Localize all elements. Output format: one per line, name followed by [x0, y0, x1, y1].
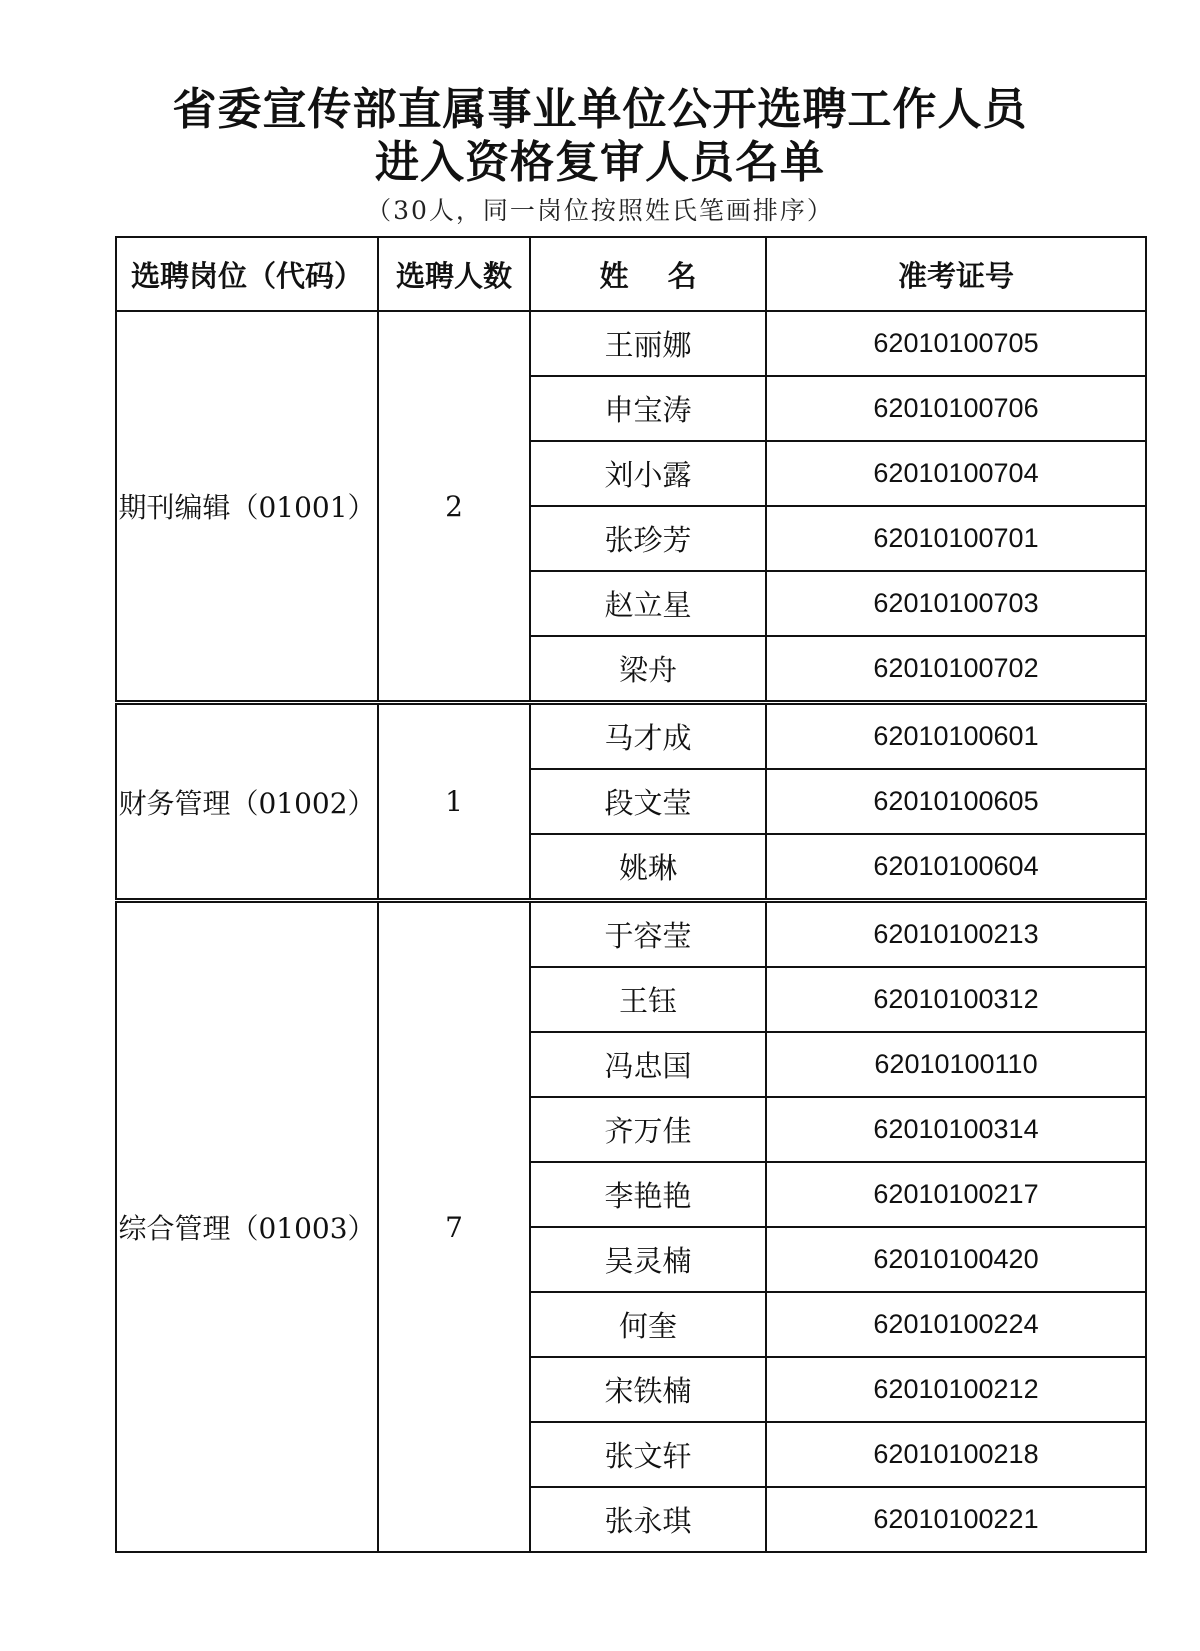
count-cell: 7 — [378, 901, 530, 1553]
ticket-cell: 62010100605 — [766, 769, 1146, 834]
name-cell: 王丽娜 — [530, 311, 766, 376]
header-name: 姓 名 — [530, 237, 766, 311]
name-cell: 齐万佳 — [530, 1097, 766, 1162]
roster-table — [115, 236, 1147, 1553]
name-cell: 张永琪 — [530, 1487, 766, 1552]
name-cell: 申宝涛 — [530, 376, 766, 441]
name-cell: 姚琳 — [530, 834, 766, 901]
name-cell: 吴灵楠 — [530, 1227, 766, 1292]
ticket-cell: 62010100420 — [766, 1227, 1146, 1292]
ticket-cell: 62010100701 — [766, 506, 1146, 571]
roster-body — [116, 311, 1146, 1552]
name-cell: 张文轩 — [530, 1422, 766, 1487]
ticket-cell: 62010100704 — [766, 441, 1146, 506]
ticket-cell: 62010100221 — [766, 1487, 1146, 1552]
name-cell: 何奎 — [530, 1292, 766, 1357]
header-post: 选聘岗位（代码） — [116, 237, 378, 311]
ticket-cell: 62010100703 — [766, 571, 1146, 636]
ticket-cell: 62010100110 — [766, 1032, 1146, 1097]
name-cell: 宋铁楠 — [530, 1357, 766, 1422]
count-cell: 1 — [378, 703, 530, 901]
table-row — [116, 311, 1146, 376]
ticket-cell: 62010100705 — [766, 311, 1146, 376]
name-cell: 马才成 — [530, 703, 766, 770]
ticket-cell: 62010100702 — [766, 636, 1146, 703]
name-cell: 王钰 — [530, 967, 766, 1032]
header-ticket: 准考证号 — [766, 237, 1146, 311]
header-row — [116, 237, 1146, 311]
name-cell: 梁舟 — [530, 636, 766, 703]
header-count: 选聘人数 — [378, 237, 530, 311]
name-cell: 赵立星 — [530, 571, 766, 636]
name-cell: 刘小露 — [530, 441, 766, 506]
count-cell: 2 — [378, 311, 530, 703]
ticket-cell: 62010100213 — [766, 901, 1146, 968]
post-cell: 综合管理（01003） — [116, 901, 378, 1553]
name-cell: 冯忠国 — [530, 1032, 766, 1097]
ticket-cell: 62010100312 — [766, 967, 1146, 1032]
post-cell: 财务管理（01002） — [116, 703, 378, 901]
ticket-cell: 62010100706 — [766, 376, 1146, 441]
document-title-line1: 省委宣传部直属事业单位公开选聘工作人员 — [172, 84, 1028, 135]
name-cell: 段文莹 — [530, 769, 766, 834]
name-cell: 于容莹 — [530, 901, 766, 968]
ticket-cell: 62010100218 — [766, 1422, 1146, 1487]
ticket-cell: 62010100604 — [766, 834, 1146, 901]
name-cell: 张珍芳 — [530, 506, 766, 571]
ticket-cell: 62010100217 — [766, 1162, 1146, 1227]
ticket-cell: 62010100601 — [766, 703, 1146, 770]
document-subtitle: （30人，同一岗位按照姓氏笔画排序） — [366, 196, 834, 225]
ticket-cell: 62010100224 — [766, 1292, 1146, 1357]
table-row — [116, 901, 1146, 968]
document-title-line2: 进入资格复审人员名单 — [375, 137, 825, 188]
name-cell: 李艳艳 — [530, 1162, 766, 1227]
post-cell: 期刊编辑（01001） — [116, 311, 378, 703]
table-row — [116, 703, 1146, 770]
ticket-cell: 62010100212 — [766, 1357, 1146, 1422]
ticket-cell: 62010100314 — [766, 1097, 1146, 1162]
